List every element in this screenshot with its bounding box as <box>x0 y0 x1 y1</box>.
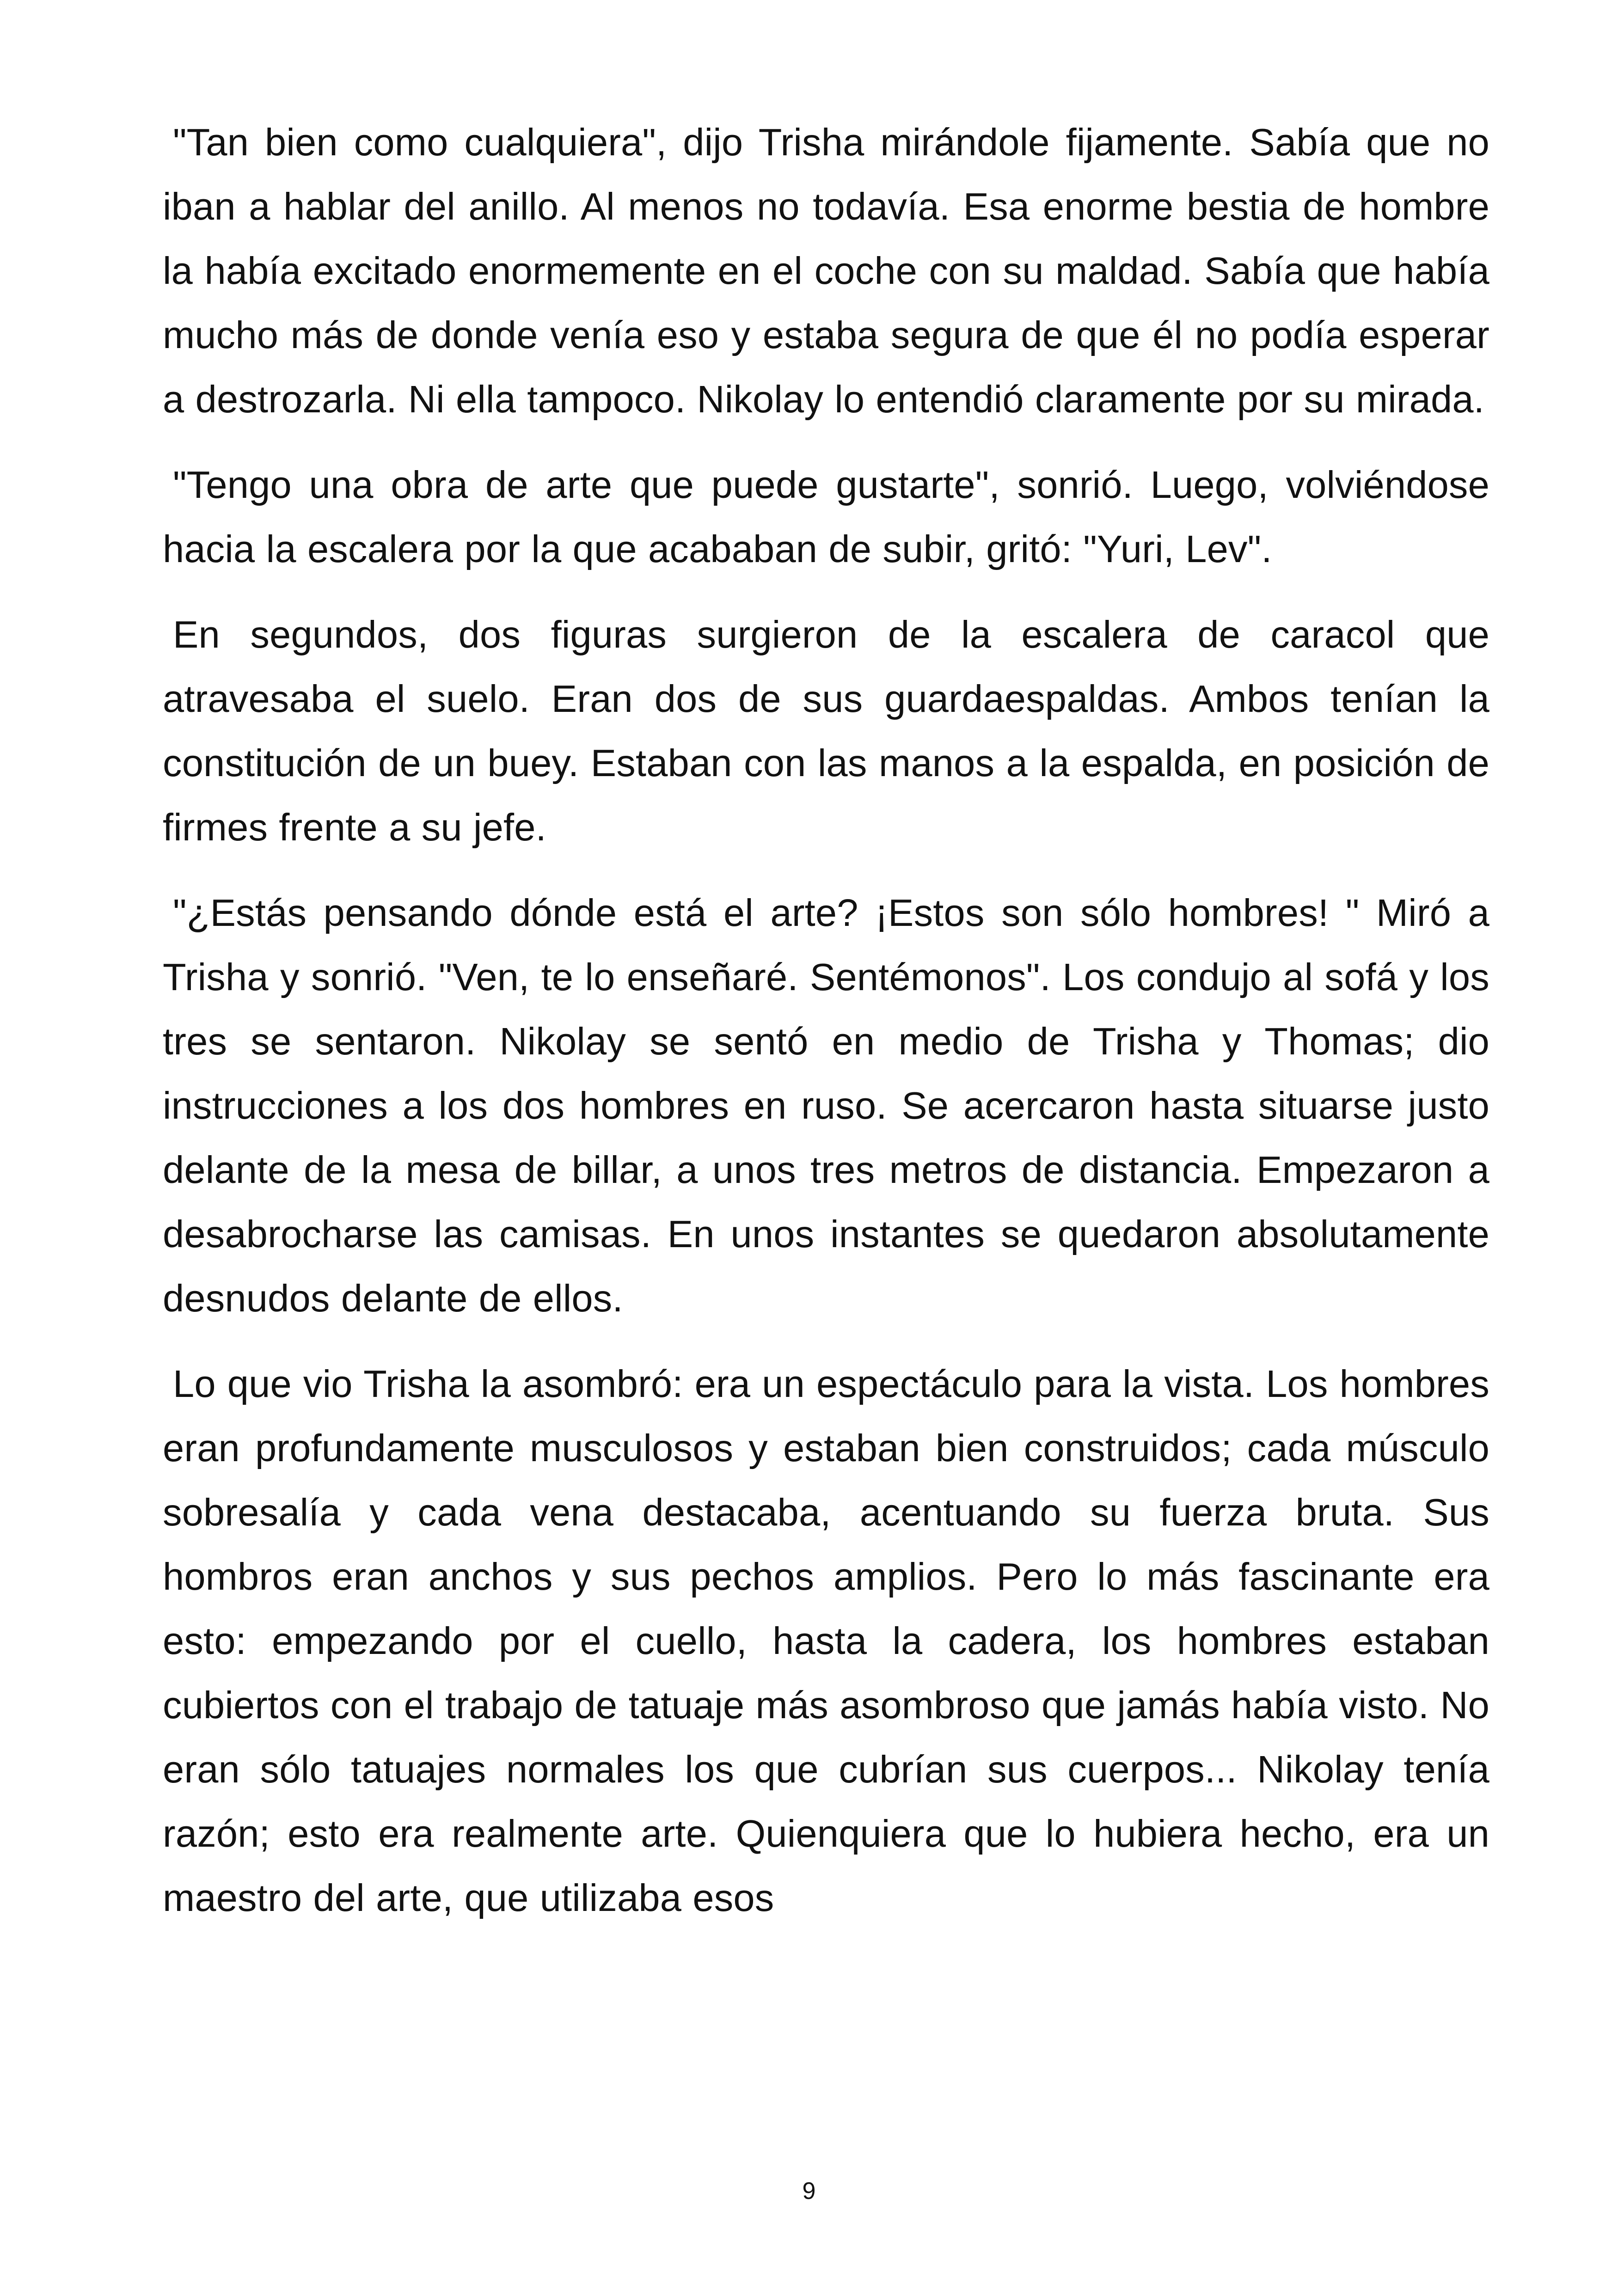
body-text <box>163 110 1489 1951</box>
paragraph-5: Lo que vio Trisha la asombró: era un espectáculo para la vista. Los hombres eran profundamente musculosos y estaban bien construidos; cada músculo sobresalía y cada vena destacaba, acentuando su fuerza bruta. Sus hombros eran anchos y sus pechos amplios. Pero lo más fascinante era esto: empezando por el cuello, hasta la cadera, los hombres estaban cubiertos con el trabajo de tatuaje más asombroso que jamás había visto. No eran sólo tatuajes normales los que cubrían sus cuerpos... Nikolay tenía razón; esto era realmente arte. Quienquiera que lo hubiera hecho, era un maestro del arte, que utilizaba esos <box>163 1362 1489 1919</box>
paragraph-2: "Tengo una obra de arte que puede gustarte", sonrió. Luego, volviéndose hacia la escalera por la que acababan de subir, gritó: "Yuri, Lev". <box>163 463 1489 570</box>
paragraph-4: "¿Estás pensando dónde está el arte? ¡Estos son sólo hombres! " Miró a Trisha y sonrió. "Ven, te lo enseñaré. Sentémonos". Los condujo al sofá y los tres se sentaron. Nikolay se sentó en medio de Trisha y Thomas; dio instrucciones a los dos hombres en ruso. Se acercaron hasta situarse justo delante de la mesa de billar, a unos tres metros de distancia. Empezaron a desabrocharse las camisas. En unos instantes se quedaron absolutamente desnudos delante de ellos. <box>163 891 1489 1320</box>
paragraph-3: En segundos, dos figuras surgieron de la escalera de caracol que atravesaba el suelo. Eran dos de sus guardaespaldas. Ambos tenían la constitución de un buey. Estaban con las manos a la espalda, en posición de firmes frente a su jefe. <box>163 613 1489 849</box>
paragraph-1: "Tan bien como cualquiera", dijo Trisha mirándole fijamente. Sabía que no iban a hablar del anillo. Al menos no todavía. Esa enorme bestia de hombre la había excitado enormemente en el coche con su maldad. Sabía que había mucho más de donde venía eso y estaba segura de que él no podía esperar a destrozarla. Ni ella tampoco. Nikolay lo entendió claramente por su mirada. <box>163 121 1489 421</box>
page-number: 9 <box>802 2178 816 2204</box>
